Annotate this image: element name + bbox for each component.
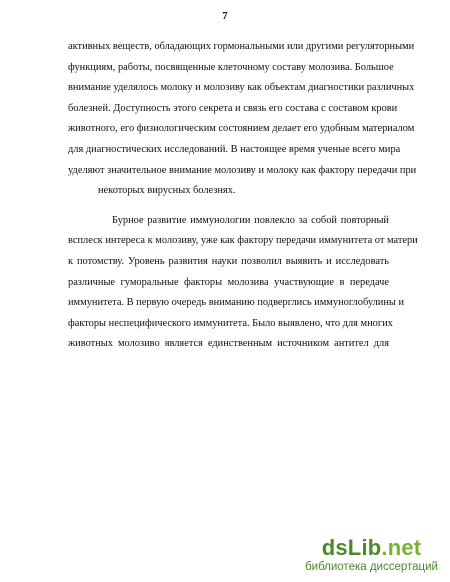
text-line: всплеск интереса к молозиву, уже как фактору передачи иммунитета от матери xyxy=(68,235,418,247)
watermark-logo xyxy=(305,536,438,560)
text-line: различные гуморальные факторы молозива участвующие в передаче xyxy=(68,276,389,288)
watermark-logo-main: dsLib xyxy=(321,535,382,560)
watermark-subtitle: библиотека диссертаций xyxy=(305,561,438,573)
watermark xyxy=(305,536,438,574)
text-line: животного, его физиологическим состоянием делает его удобным материалом xyxy=(68,123,415,135)
text-line: некоторых вирусных болезнях. xyxy=(98,185,236,197)
text-line: животных молозиво является единственным источником антител для xyxy=(68,338,389,350)
text-line: для диагностических исследований. В настоящее время ученые всего мира xyxy=(68,143,401,155)
text-line: Бурное развитие иммунологии повлекло за собой повторный xyxy=(112,214,389,226)
paragraph xyxy=(68,211,418,350)
text-line: к потомству. Уровень развития науки позволил выявить и исследовать xyxy=(68,255,389,267)
text-line: функциям, работы, посвященные клеточному составу молозива. Большое xyxy=(68,61,394,73)
document-body xyxy=(68,37,418,350)
text-line: иммунитета. В первую очередь вниманию подверглись иммуноглобулины и xyxy=(68,297,405,309)
page-number: 7 xyxy=(222,10,228,22)
watermark-logo-tld: .net xyxy=(381,535,422,560)
text-line: внимание уделялось молоку и молозиву как объектам диагностики различных xyxy=(68,82,415,94)
paragraph xyxy=(68,37,417,202)
text-line: уделяют значительное внимание молозиву и молоку как фактору передачи при xyxy=(68,164,417,176)
text-line: активных веществ, обладающих гормональными или другими регуляторными xyxy=(68,41,415,52)
text-line: болезней. Доступность этого секрета и связь его состава с составом крови xyxy=(68,102,398,114)
text-line: факторы неспецифического иммунитета. Было выявлено, что для многих xyxy=(68,317,393,329)
